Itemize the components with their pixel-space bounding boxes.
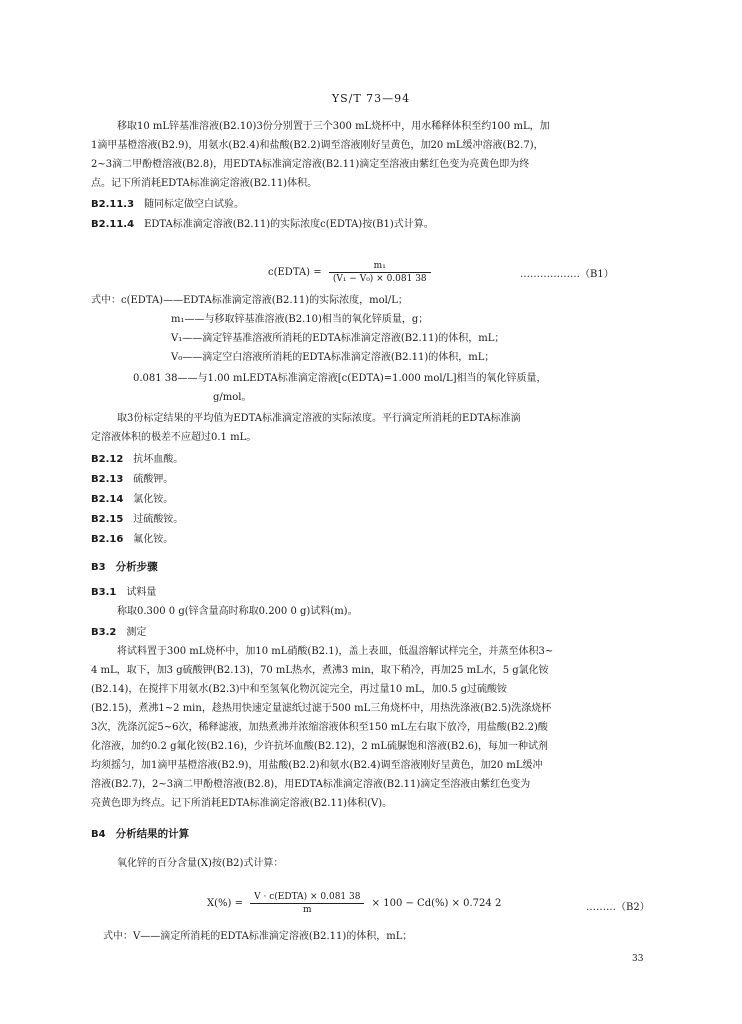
clause-b3-1 [91, 584, 156, 602]
page-number: 33 [632, 954, 644, 964]
section-heading-b4: B4 分析结果的计算 [91, 828, 190, 840]
clause-number: B2.11.3 [91, 199, 135, 210]
clause-number: B3.2 [91, 627, 117, 638]
equation-lhs: X(%) = [207, 898, 243, 909]
clause-b2-11-4 [91, 216, 434, 234]
clause-text: 称取0.300 0 g(锌含量高时称取0.200 0 g)试料(m)。 [117, 606, 358, 617]
clause-number: B2.14 [91, 494, 124, 505]
paragraph-line: 点。记下所消耗EDTA标准滴定溶液(B2.11)体积。 [91, 178, 318, 189]
equation-tag: ………………（B1） [520, 269, 614, 280]
where-line: V₀——滴定空白溶液所消耗的EDTA标准滴定溶液(B2.11)的体积，mL； [171, 352, 495, 363]
clause-text: EDTA标准滴定溶液(B2.11)的实际浓度c(EDTA)按(B1)式计算。 [144, 219, 434, 230]
clause-number: B2.16 [91, 534, 124, 545]
reagent-item: B2.14 氯化铵。 [91, 494, 174, 505]
where-line: 0.081 38——与1.00 mLEDTA标准滴定溶液[c(EDTA)=1.000 mol/L]相当的氧化锌质量， [133, 373, 547, 384]
paragraph-line: 溶液(B2.7)，2~3滴二甲酚橙溶液(B2.8)，用EDTA标准滴定溶液(B2.11)滴定至溶液由紫红色变为 [91, 779, 531, 790]
clause-b2-11-3 [91, 196, 244, 214]
equation-fraction [329, 260, 431, 285]
fraction-denominator: m [303, 905, 312, 915]
reagent-item: B2.16 氟化铵。 [91, 534, 174, 545]
paragraph-line: 移取10 mL锌基准溶液(B2.10)3份分别置于三个300 mL烧杯中，用水稀释体积至约100 mL，加 [117, 121, 550, 132]
paragraph-line: (B2.15)，煮沸1~2 min，趁热用快速定量滤纸过滤于500 mL三角烧杯中，用热洗涤液(B2.5)洗涤烧杯 [91, 703, 552, 714]
paragraph-line: 化溶液，加约0.2 g氟化铵(B2.16)，少许抗坏血酸(B2.12)，2 mL硫脲饱和溶液(B2.6)，每加一种试剂 [91, 741, 549, 752]
clause-b3-2 [91, 624, 146, 642]
fraction-numerator: m₁ [329, 260, 431, 273]
equation-b2 [207, 891, 501, 916]
paragraph-line: 1滴甲基橙溶液(B2.9)，用氨水(B2.4)和盐酸(B2.2)调至溶液刚好呈黄色，加20 mL缓冲溶液(B2.7)， [91, 140, 544, 151]
paragraph-line: 均须摇匀，加1滴甲基橙溶液(B2.9)，用盐酸(B2.2)和氨水(B2.4)调至溶液刚好呈黄色，加20 mL缓冲 [91, 760, 543, 771]
section-heading-b3: B3 分析步骤 [91, 561, 158, 573]
clause-number: B2.11.4 [91, 219, 135, 230]
where-line: 式中：c(EDTA)——EDTA标准滴定溶液(B2.11)的实际浓度，mol/L； [91, 295, 408, 306]
equation-fraction [250, 891, 364, 916]
paragraph-line: 4 mL，取下，加3 g硫酸钾(B2.13)，70 mL热水，煮沸3 min，取下稍冷，再加25 mL水，5 g氯化铵 [91, 665, 549, 676]
clause-text: 随同标定做空白试验。 [144, 199, 245, 210]
clause-number: B3.1 [91, 587, 117, 598]
page-header: YS/T 73—94 [331, 92, 411, 105]
reagent-item: B2.15 过硫酸铵。 [91, 514, 184, 525]
where-line: V₁——滴定锌基准溶液所消耗的EDTA标准滴定溶液(B2.11)的体积，mL； [171, 333, 505, 344]
paragraph-line: 氧化锌的百分含量(X)按(B2)式计算： [117, 858, 284, 869]
where-line: m₁——与移取锌基准溶液(B2.10)相当的氧化锌质量，g； [171, 314, 429, 325]
reagent-item: B2.12 抗坏血酸。 [91, 454, 184, 465]
paragraph-line: (B2.14)，在搅拌下用氨水(B2.3)中和至氢氧化物沉淀完全，再过量10 mL，加0.5 g过硫酸铵 [91, 684, 507, 695]
paragraph-line: 亮黄色即为终点。记下所消耗EDTA标准滴定溶液(B2.11)体积(V)。 [91, 798, 393, 809]
equation-tag: ………（B2） [586, 902, 650, 913]
paragraph-line: 定溶液体积的极差不应超过0.1 mL。 [91, 432, 257, 443]
clause-title: 测定 [126, 627, 147, 638]
fraction-numerator: V · c(EDTA) × 0.081 38 [250, 891, 364, 904]
clause-number: B2.13 [91, 474, 124, 485]
where-line: 式中：V——滴定所消耗的EDTA标准滴定溶液(B2.11)的体积，mL； [103, 931, 413, 942]
equation-lhs: c(EDTA) = [268, 267, 322, 278]
paragraph-line: 将试料置于300 mL烧杯中，加10 mL硝酸(B2.1)，盖上表皿，低温溶解试样完全，并蒸至体积3~ [117, 646, 554, 657]
where-line: g/mol。 [213, 392, 252, 403]
clause-number: B2.15 [91, 514, 124, 525]
clause-number: B2.12 [91, 454, 124, 465]
reagent-item: B2.13 硫酸钾。 [91, 474, 174, 485]
fraction-denominator: (V₁ − V₀) × 0.081 38 [332, 274, 427, 284]
paragraph-line: 3次，洗涤沉淀5~6次，稀释滤液，加热煮沸并浓缩溶液体积至150 mL左右取下放冷，用盐酸(B2.2)酸 [91, 722, 548, 733]
equation-rest: × 100 − Cd(%) × 0.724 2 [371, 898, 502, 909]
equation-b1 [268, 260, 435, 285]
paragraph-line: 取3份标定结果的平均值为EDTA标准滴定溶液的实际浓度。平行滴定所消耗的EDTA标准滴 [117, 413, 521, 424]
paragraph-line: 2~3滴二甲酚橙溶液(B2.8)，用EDTA标准滴定溶液(B2.11)滴定至溶液由紫红色变为亮黄色即为终 [91, 159, 530, 170]
clause-title: 试料量 [126, 587, 157, 598]
